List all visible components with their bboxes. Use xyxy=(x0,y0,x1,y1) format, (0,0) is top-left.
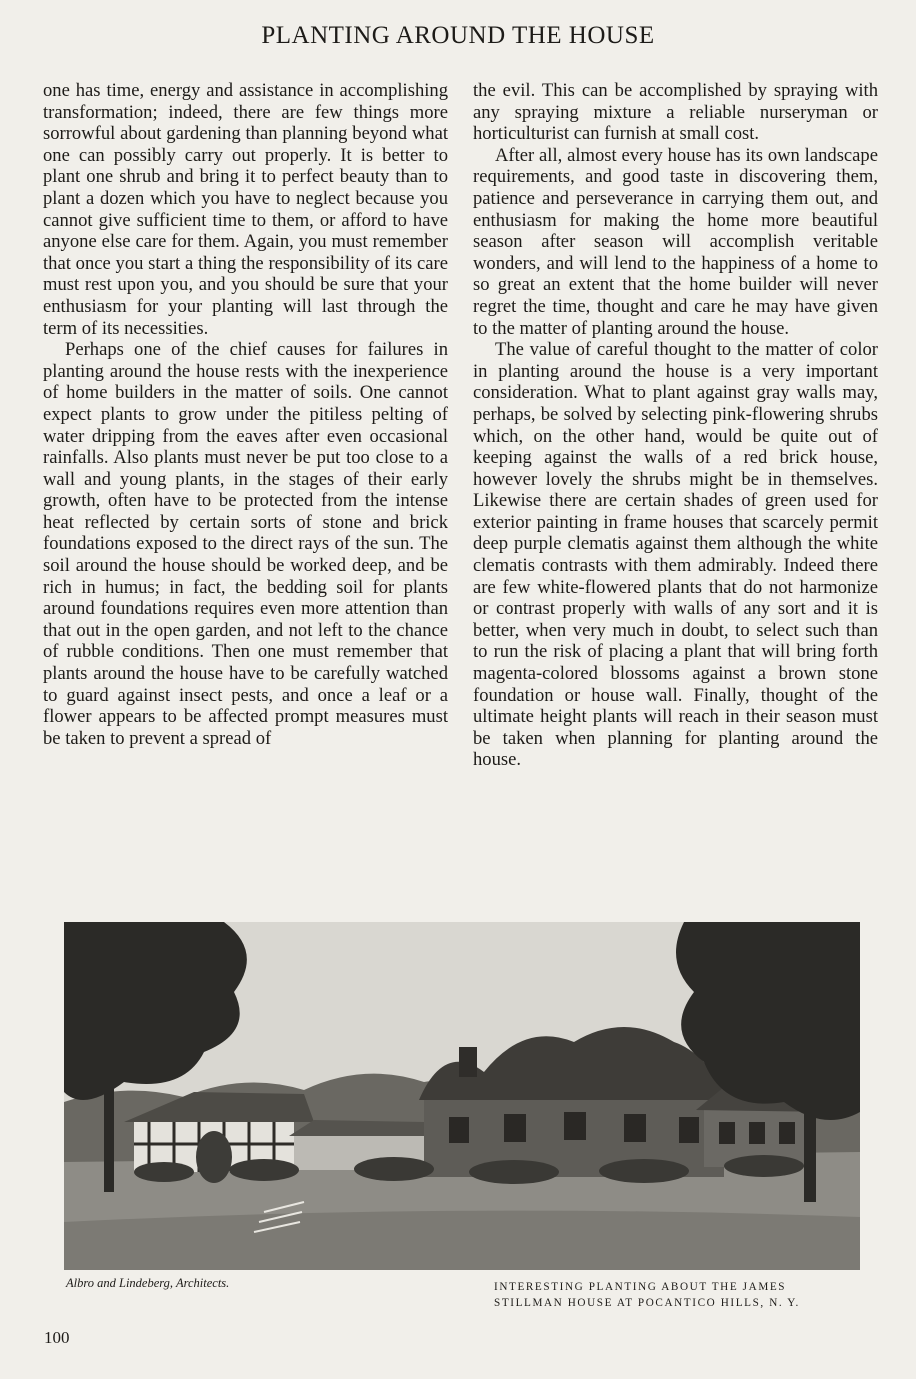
left-paragraph-2: Perhaps one of the chief causes for failures in planting around the house rests with the inexperience of home builders in the matter of soils. One cannot expect plants to grow under the pitiless pelting of water dripping from the eaves after even occasional rainfalls. Also plants must never be put too close to a wall and young plants, in the stages of their early growth, often have to be protected from the intense heat reflected by certain sorts of stone and brick foundations exposed to the direct rays of the sun. The soil around the house should be worked deep, and be rich in humus; in fact, the bedding soil for plants around foundations requires even more attention than that out in the open garden, and not left to the chance of rubble conditions. Then one must remember that plants around the house have to be carefully watched to guard against insect pests, and once a leaf or a flower appears to be affected prompt measures must be taken to prevent a spread of xyxy=(43,339,448,749)
right-column xyxy=(473,80,878,771)
right-paragraph-1: the evil. This can be accomplished by spraying with any spraying mixture a reliable nurseryman or horticulturist can furnish at small cost. xyxy=(473,80,878,145)
page-number: 100 xyxy=(44,1328,70,1347)
house-photograph-illustration xyxy=(64,922,860,1270)
photo-caption-line-2: STILLMAN HOUSE AT POCANTICO HILLS, N. Y. xyxy=(494,1297,800,1309)
right-paragraph-2: After all, almost every house has its own landscape requirements, and good taste in discovering them, patience and perseverance in carrying them out, and enthusiasm for making the home more beautiful season after season will accomplish veritable wonders, and will lend to the happiness of a home to so great an extent that the home builder will never regret the time, thought and care he may have given to the matter of planting around the house. xyxy=(473,144,878,339)
photo-caption-line-1: INTERESTING PLANTING ABOUT THE JAMES xyxy=(494,1281,787,1293)
left-column xyxy=(43,80,448,749)
architect-credit: Albro and Lindeberg, Architects. xyxy=(66,1276,230,1290)
photo-caption xyxy=(494,1279,864,1311)
left-paragraph-1: one has time, energy and assistance in accomplishing transformation; indeed, there are few things more sorrowful about gardening than planning beyond what one can possibly carry out properly. It is better to plant one shrub and bring it to perfect beauty than to plant a dozen which you have to neglect because you cannot give sufficient time to them, or afford to have anyone else care for them. Again, you must remember that once you start a thing the responsibility of its care must rest upon you, and you should be sure that your enthusiasm for your planting will last through the term of its necessities. xyxy=(43,80,448,339)
house-photograph xyxy=(64,922,860,1270)
right-paragraph-3: The value of careful thought to the matter of color in planting around the house is a very important consideration. What to plant against gray walls may, perhaps, be solved by selecting pink-flowering shrubs which, on the other hand, would be quite out of keeping against the walls of a red brick house, however lovely the shrubs might be in themselves. Likewise there are certain shades of green used for exterior painting in frame houses that scarcely permit deep purple clematis against them although the white clematis contrasts with them admirably. Indeed there are few white-flowered plants that do not harmonize or contrast properly with walls of any sort and it is better, when very much in doubt, to select such than to run the risk of placing a plant that will bring forth magenta-colored blossoms against a brown stone foundation or house wall. Finally, thought of the ultimate height plants will reach in their season must be taken when planning for planting around the house. xyxy=(473,339,878,771)
page-title: PLANTING AROUND THE HOUSE xyxy=(261,22,655,49)
